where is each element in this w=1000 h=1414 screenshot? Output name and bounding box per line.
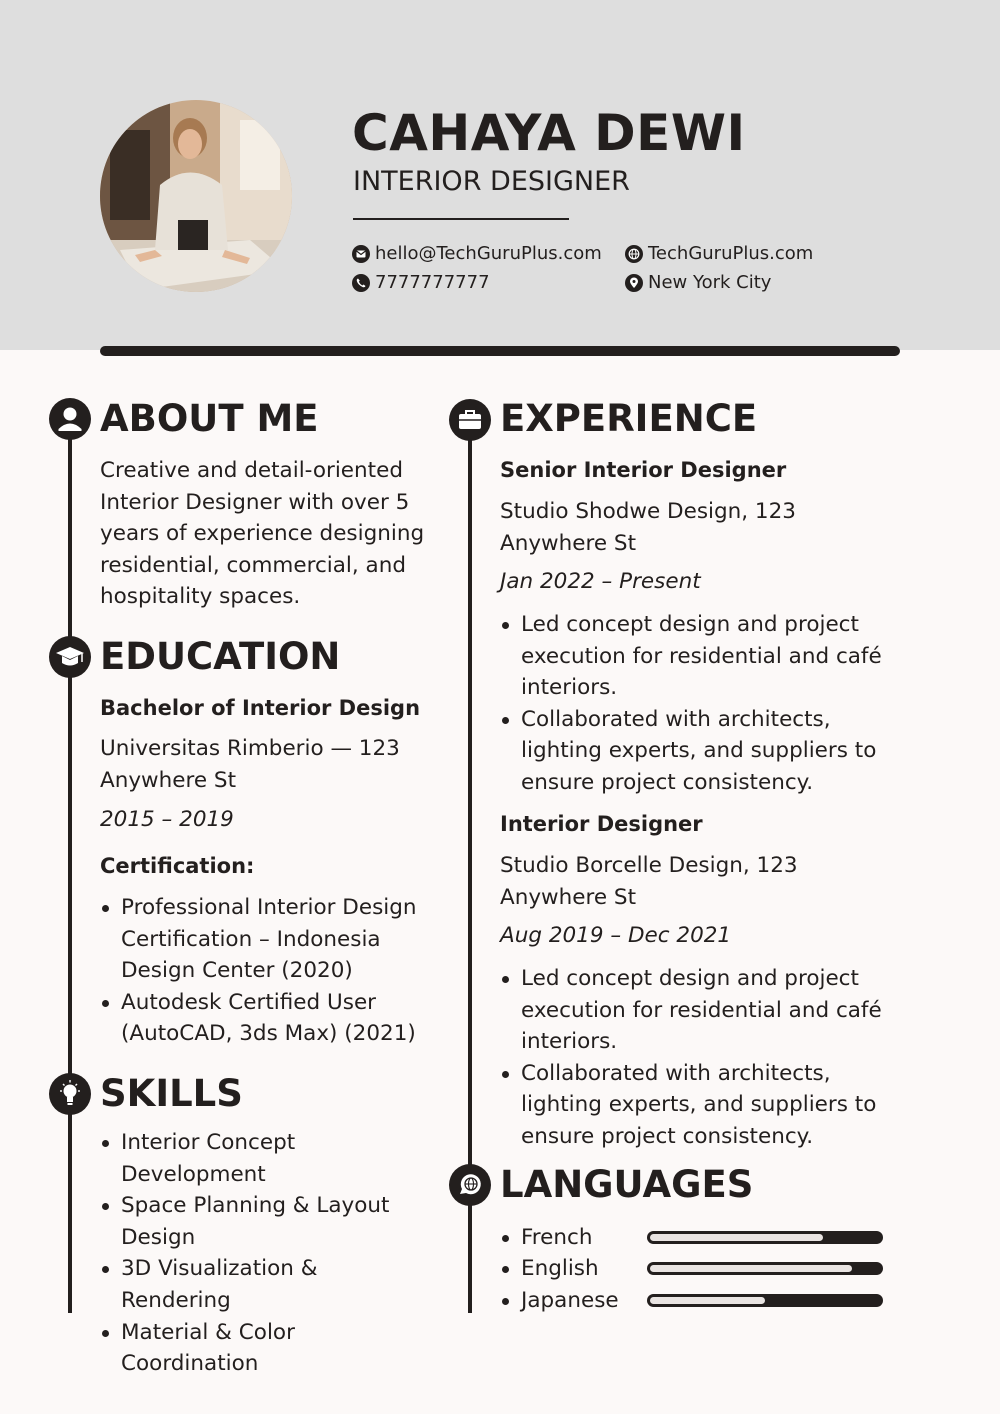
contact-website[interactable] [625, 243, 813, 265]
proficiency-bar [647, 1294, 883, 1307]
skills-list [100, 1127, 430, 1380]
job-role: Senior Interior Designer [500, 458, 787, 482]
left-timeline [68, 420, 72, 1313]
proficiency-fill [650, 1297, 765, 1304]
list-item: Interior Concept Development [100, 1127, 430, 1190]
proficiency-bar [647, 1231, 883, 1244]
about-heading: ABOUT ME [100, 397, 319, 440]
about-text: Creative and detail-oriented Interior Designer with over 5 years of experience designing residential, commercial, and hospitality spaces. [100, 458, 425, 610]
certification-heading: Certification: [100, 854, 255, 878]
degree-name: Bachelor of Interior Design [100, 696, 421, 720]
job-bullets [500, 963, 885, 1153]
briefcase-icon [449, 399, 491, 441]
contact-email[interactable] [352, 243, 602, 265]
job-title: INTERIOR DESIGNER [353, 166, 630, 197]
list-item: Collaborated with architects, lighting experts, and suppliers to ensure project consistency. [500, 1058, 885, 1153]
language-item [500, 1222, 900, 1254]
list-item: 3D Visualization & Rendering [100, 1253, 430, 1316]
job-company: Studio Shodwe Design, 123 Anywhere St [500, 499, 796, 556]
website-text: TechGuruPlus.com [648, 243, 814, 264]
graduation-cap-icon [49, 636, 91, 678]
language-item [500, 1253, 900, 1285]
experience-heading: EXPERIENCE [500, 397, 758, 440]
candidate-name: CAHAYA DEWI [352, 104, 746, 162]
person-icon [49, 398, 91, 440]
title-divider [353, 218, 569, 220]
list-item: Material & Color Coordination [100, 1317, 430, 1380]
list-item: Collaborated with architects, lighting experts, and suppliers to ensure project consistency. [500, 704, 885, 799]
job-bullets [500, 609, 885, 799]
envelope-icon [352, 245, 370, 263]
education-years: 2015 – 2019 [100, 807, 234, 832]
language-name: French [521, 1225, 593, 1250]
list-item: Led concept design and project execution for residential and café interiors. [500, 963, 885, 1058]
proficiency-fill [650, 1234, 823, 1241]
phone-icon [352, 274, 370, 292]
contact-phone[interactable] [352, 272, 490, 294]
profile-photo [100, 100, 292, 292]
phone-text: 7777777777 [375, 272, 490, 293]
globe-chat-icon [449, 1164, 491, 1206]
languages-heading: LANGUAGES [500, 1163, 754, 1206]
lightbulb-icon [49, 1073, 91, 1115]
map-pin-icon [625, 274, 643, 292]
language-item [500, 1285, 900, 1317]
email-text: hello@TechGuruPlus.com [375, 243, 602, 264]
job-company: Studio Borcelle Design, 123 Anywhere St [500, 853, 798, 910]
certification-list [100, 892, 445, 1050]
proficiency-bar [647, 1262, 883, 1275]
list-item: Autodesk Certified User (AutoCAD, 3ds Max) (2021) [100, 987, 445, 1050]
list-item: Professional Interior Design Certification – Indonesia Design Center (2020) [100, 892, 445, 987]
language-name: English [521, 1256, 599, 1281]
job-dates: Jan 2022 – Present [500, 569, 701, 594]
language-name: Japanese [521, 1288, 619, 1313]
globe-icon [625, 245, 643, 263]
header-divider-bar [100, 346, 900, 356]
school-name: Universitas Rimberio — 123 Anywhere St [100, 736, 400, 793]
contact-location [625, 272, 771, 294]
skills-heading: SKILLS [100, 1072, 243, 1115]
job-role: Interior Designer [500, 812, 703, 836]
education-heading: EDUCATION [100, 635, 341, 678]
list-item: Led concept design and project execution for residential and café interiors. [500, 609, 885, 704]
proficiency-fill [650, 1265, 852, 1272]
list-item: Space Planning & Layout Design [100, 1190, 430, 1253]
job-dates: Aug 2019 – Dec 2021 [500, 923, 732, 948]
location-text: New York City [648, 272, 772, 293]
